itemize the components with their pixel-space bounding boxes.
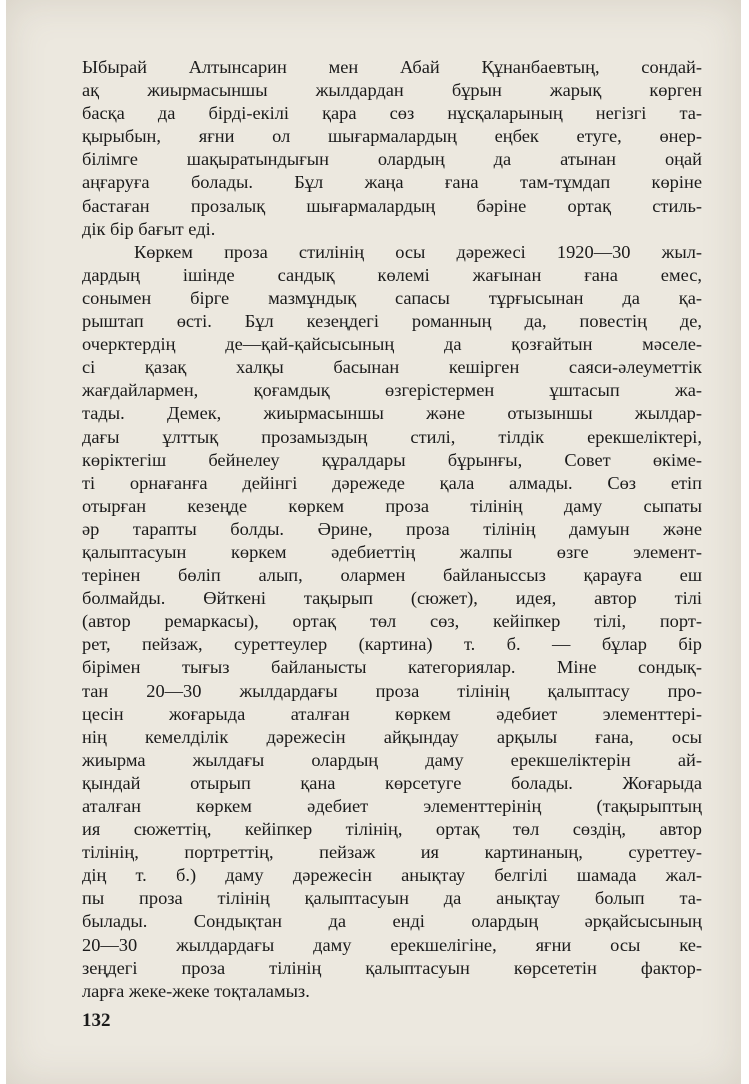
text-line: ия сюжеттің, кейіпкер тілінің, ортақ төл сөздің, автор bbox=[82, 819, 702, 840]
book-page bbox=[6, 0, 741, 1084]
text-line: рет, пейзаж, суреттеулер (картина) т. б. — бұлар бір bbox=[82, 634, 702, 655]
text-line: пы проза тілінің қалыптасуын да анықтау болып та- bbox=[82, 888, 702, 909]
body-text bbox=[82, 56, 702, 1003]
text-line: терінен бөліп алып, олармен байланыссыз қарауға еш bbox=[82, 565, 702, 586]
text-line: дардың ішінде сандық көлемі жағынан ғана емес, bbox=[82, 264, 702, 285]
text-line: тады. Демек, жиырмасыншы және отызыншы жылдар- bbox=[82, 403, 702, 424]
text-line: сі қазақ халқы басынан кешірген саяси-әлеуметтік bbox=[82, 357, 702, 378]
text-line: қырыбын, яғни ол шығармалардың еңбек етуге, өнер- bbox=[82, 126, 702, 147]
text-line: аталған көркем әдебиет элементтерінің (тақырыптың bbox=[82, 796, 702, 816]
text-line: тан 20—30 жылдардағы проза тілінің қалыптасу про- bbox=[82, 680, 702, 701]
text-line: былады. Сондықтан да енді олардың әрқайсысының bbox=[82, 911, 702, 932]
text-line: ті орнағанға дейінгі дәрежеде қала алмады. Сөз етіп bbox=[82, 472, 702, 493]
text-line: дің т. б.) даму дәрежесін анықтау белгілі шамада жал- bbox=[82, 865, 702, 886]
text-line: ларға жеке-жеке тоқталамыз. bbox=[82, 980, 310, 1001]
text-line: жиырма жылдағы олардың даму ерекшеліктерін ай- bbox=[82, 749, 702, 770]
text-line: Ыбырай Алтынсарин мен Абай Құнанбаевтың, сондай- bbox=[82, 57, 702, 77]
text-line: әр тарапты болды. Әрине, проза тілінің дамуын және bbox=[82, 518, 702, 539]
text-line: бірімен тығыз байланысты категориялар. Міне сондық- bbox=[82, 657, 702, 678]
text-line: басқа да бірді-екілі қара сөз нұсқаларының негізгі та- bbox=[82, 103, 702, 124]
text-line: цесін жоғарыда аталған көркем әдебиет элементтері- bbox=[82, 703, 702, 724]
text-line: Көркем проза стилінің осы дәрежесі 1920—30 жыл- bbox=[134, 241, 702, 262]
text-line: білімге шақыратындығын олардың да атынан оңай bbox=[82, 149, 702, 170]
text-line: жағдайлармен, қоғамдық өзгерістермен ұштасып жа- bbox=[82, 380, 702, 401]
paragraph bbox=[82, 241, 702, 1003]
paragraph bbox=[82, 56, 702, 241]
text-line: 20—30 жылдардағы даму ерекшелігіне, яғни осы ке- bbox=[82, 934, 702, 955]
text-line: сонымен бірге мазмұндық сапасы тұрғысынан да қа- bbox=[82, 287, 702, 308]
page-number: 132 bbox=[82, 1010, 111, 1031]
text-line: дік бір бағыт еді. bbox=[82, 218, 216, 239]
text-line: зеңдегі проза тілінің қалыптасуын көрсететін фактор- bbox=[82, 957, 702, 978]
text-line: болмайды. Өйткені тақырып (сюжет), идея, автор тілі bbox=[82, 588, 702, 609]
text-line: аңғаруға болады. Бұл жаңа ғана там-тұмдап көріне bbox=[82, 172, 702, 193]
text-line: ақ жиырмасыншы жылдардан бұрын жарық көрген bbox=[82, 80, 702, 101]
text-line: рыштап өсті. Бұл кезеңдегі романның да, повестің де, bbox=[82, 311, 702, 332]
text-line: бастаған прозалық шығармалардың бәріне ортақ стиль- bbox=[82, 195, 702, 216]
text-line: дағы ұлттық прозамыздың стилі, тілдік ерекшеліктері, bbox=[82, 426, 702, 447]
text-line: көріктегіш бейнелеу құралдары бұрынғы, Совет өкіме- bbox=[82, 449, 702, 470]
text-line: нің кемелділік дәрежесін айқындау арқылы ғана, осы bbox=[82, 726, 702, 747]
text-line: очерктердің де—қай-қайсысының да қозғайтын мәселе- bbox=[82, 334, 702, 355]
text-line: отырған кезеңде көркем проза тілінің даму сыпаты bbox=[82, 495, 702, 516]
text-line: тілінің, портреттің, пейзаж ия картинаның, суреттеу- bbox=[82, 842, 702, 863]
text-line: (автор ремаркасы), ортақ төл сөз, кейіпкер тілі, порт- bbox=[82, 611, 702, 632]
text-line: қындай отырып қана көрсетуге болады. Жоғарыда bbox=[82, 772, 702, 793]
text-line: қалыптасуын көркем әдебиеттің жалпы өзге элемент- bbox=[82, 541, 702, 562]
